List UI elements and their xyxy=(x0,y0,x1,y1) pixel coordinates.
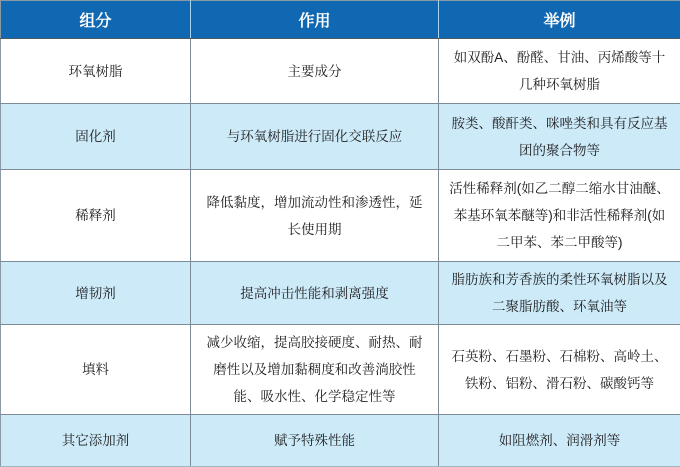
column-header-function: 作用 xyxy=(191,1,439,39)
column-header-component: 组分 xyxy=(1,1,191,39)
cell-component: 固化剂 xyxy=(1,104,191,170)
cell-component: 稀释剂 xyxy=(1,170,191,262)
cell-function: 提高冲击性能和剥离强度 xyxy=(191,262,439,325)
cell-component: 环氧树脂 xyxy=(1,39,191,104)
cell-component: 其它添加剂 xyxy=(1,415,191,467)
table-header-row xyxy=(1,1,680,39)
cell-function: 降低黏度，增加流动性和渗透性，延长使用期 xyxy=(191,170,439,262)
cell-examples: 胺类、酸酐类、咪唑类和具有反应基团的聚合物等 xyxy=(439,104,680,170)
cell-function: 赋予特殊性能 xyxy=(191,415,439,467)
table-row xyxy=(1,39,680,104)
cell-component: 填料 xyxy=(1,325,191,415)
cell-examples: 如阻燃剂、润滑剂等 xyxy=(439,415,680,467)
cell-examples: 脂肪族和芳香族的柔性环氧树脂以及二聚脂肪酸、环氧油等 xyxy=(439,262,680,325)
column-header-examples: 举例 xyxy=(439,1,680,39)
cell-component: 增韧剂 xyxy=(1,262,191,325)
cell-function: 减少收缩，提高胶接硬度、耐热、耐磨性以及增加黏稠度和改善淌胶性能、吸水性、化学稳定性等 xyxy=(191,325,439,415)
cell-examples: 如双酚A、酚醛、甘油、丙烯酸等十几种环氧树脂 xyxy=(439,39,680,104)
table-row xyxy=(1,104,680,170)
cell-function: 主要成分 xyxy=(191,39,439,104)
cell-examples: 石英粉、石墨粉、石棉粉、高岭土、铁粉、铝粉、滑石粉、碳酸钙等 xyxy=(439,325,680,415)
cell-examples: 活性稀释剂(如乙二醇二缩水甘油醚、苯基环氧苯醚等)和非活性稀释剂(如二甲苯、苯二甲酸等) xyxy=(439,170,680,262)
table-row xyxy=(1,325,680,415)
table-row xyxy=(1,262,680,325)
table-row xyxy=(1,170,680,262)
cell-function: 与环氧树脂进行固化交联反应 xyxy=(191,104,439,170)
